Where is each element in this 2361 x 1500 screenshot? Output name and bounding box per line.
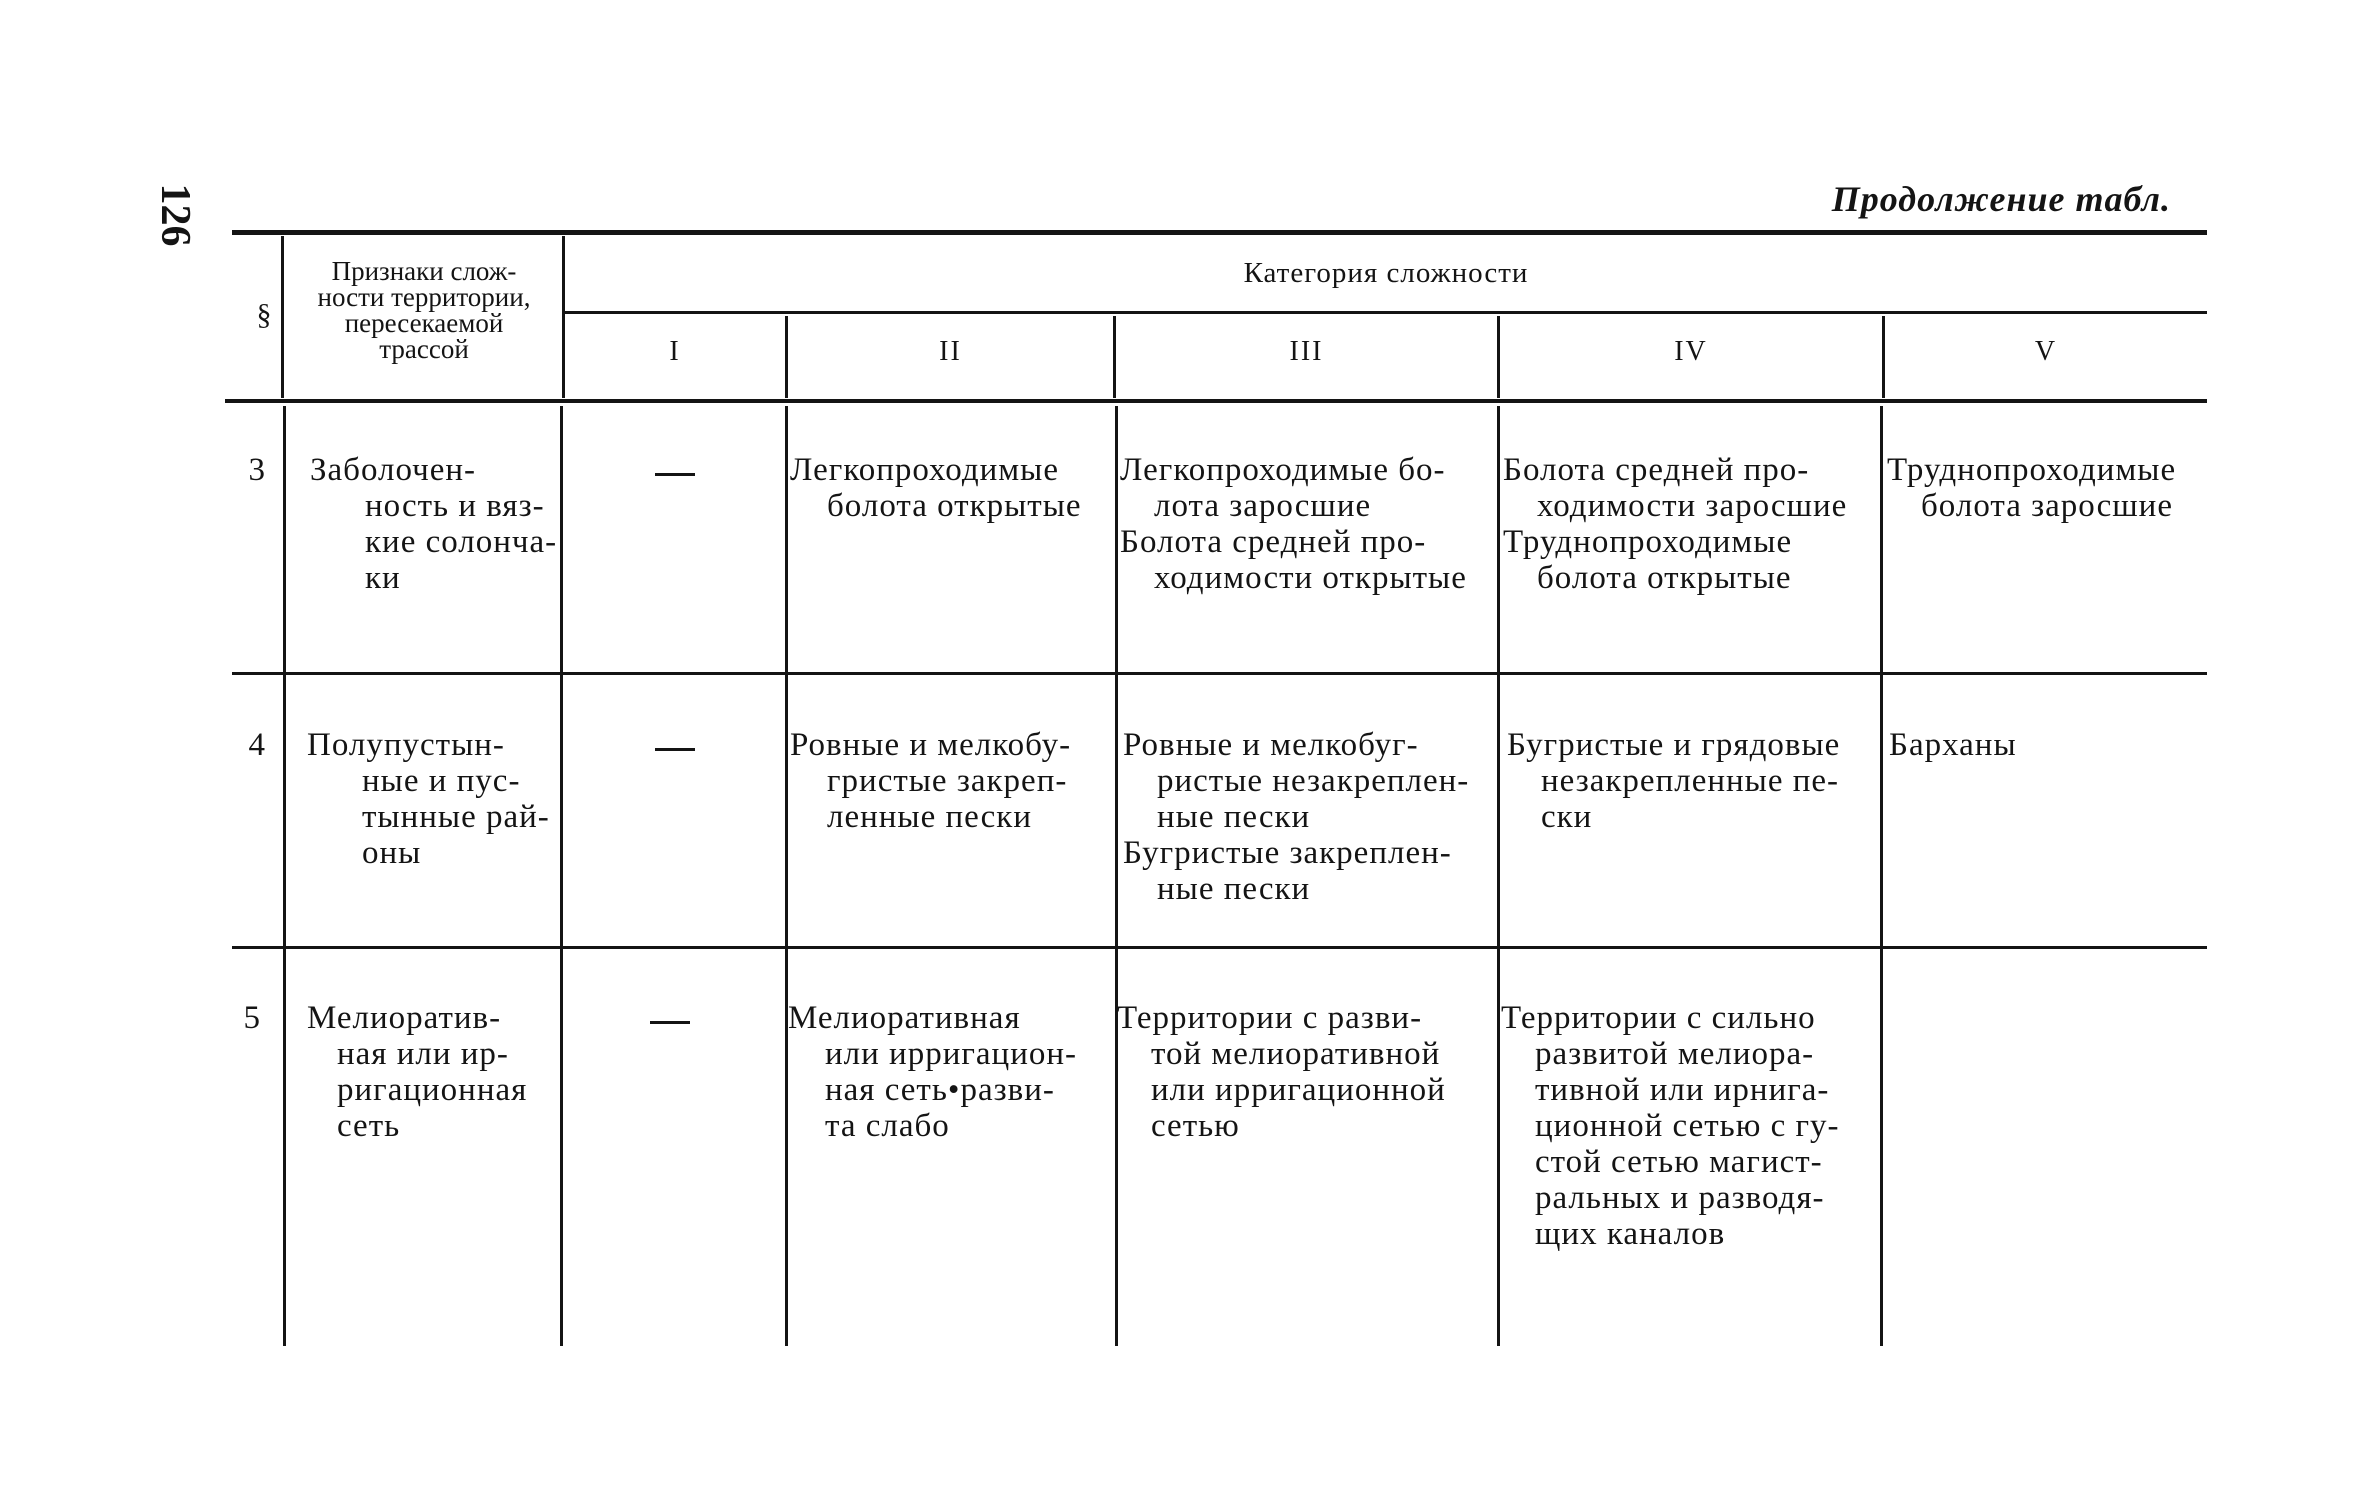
cell-line: болота открытые (827, 488, 1082, 524)
continuation-caption: Продолжение табл. (1831, 179, 2171, 219)
body-divider-4 (1880, 406, 1883, 1346)
category-ii-cell (788, 1000, 1077, 1144)
feature-header-line: пересекаемой (344, 308, 504, 338)
cell-line: ные и пус- (362, 763, 521, 799)
cell-line: ристые незакреплен- (1157, 763, 1470, 799)
body-divider-3 (1497, 406, 1500, 1346)
cell-line: ральных и разводя- (1535, 1180, 1825, 1216)
cell-line: ки (365, 560, 401, 596)
category-iii-cell (1117, 1000, 1446, 1144)
feature-cell (307, 727, 550, 871)
row-number: 4 (248, 727, 265, 763)
feature-header-line: трассой (379, 334, 469, 364)
cell-line: тивной или ирнига- (1535, 1072, 1830, 1108)
cell-line: лота заросшие (1154, 488, 1372, 524)
cell-line: Ровные и мелкобуг- (1123, 727, 1419, 763)
cell-line: Бугристые и грядовые (1507, 727, 1841, 763)
body-divider-1 (785, 406, 788, 1346)
cell-line: Территории с сильно (1501, 1000, 1816, 1036)
cell-line: болота заросшие (1921, 488, 2173, 524)
cell-line: Болота средней про- (1120, 524, 1427, 560)
col-divider-section (281, 236, 284, 398)
category-iv-cell (1507, 727, 1840, 835)
cell-line: щих каналов (1535, 1216, 1726, 1252)
cell-line: развитой мелиора- (1535, 1036, 1815, 1072)
feature-header (288, 258, 560, 362)
empty-dash (650, 1021, 690, 1024)
category-iv-cell (1501, 1000, 1840, 1252)
cell-line: ная или ир- (337, 1036, 509, 1072)
category-header-v: V (2034, 336, 2058, 367)
cell-line: Труднопроходимые (1503, 524, 1793, 560)
cell-line: или ирригационной (1151, 1072, 1446, 1108)
header-bottom-rule (225, 399, 2207, 403)
cell-line: ригационная (337, 1072, 528, 1108)
cell-line: незакрепленные пе- (1541, 763, 1840, 799)
row3-bottom-rule (232, 672, 2207, 675)
category-group-header: Категория сложности (1243, 257, 1529, 289)
empty-dash (655, 473, 695, 476)
category-group-rule (565, 311, 2207, 314)
cell-line: ная сеть•разви- (825, 1072, 1055, 1108)
cell-line: Полупустын- (307, 727, 505, 763)
category-header-i: I (669, 336, 681, 367)
body-divider-feature (560, 406, 563, 1346)
cell-line: тынные рай- (362, 799, 550, 835)
table-top-rule (232, 230, 2207, 235)
cell-line: ленные пески (827, 799, 1032, 835)
cell-line: кие солонча- (365, 524, 558, 560)
row4-bottom-rule (232, 946, 2207, 949)
category-v-cell (1887, 452, 2176, 524)
cell-line: Заболочен- (310, 452, 477, 488)
cell-line: оны (362, 835, 422, 871)
cell-line: ходимости заросшие (1537, 488, 1848, 524)
cell-line: ные пески (1157, 799, 1311, 835)
cell-line: той мелиоративной (1151, 1036, 1441, 1072)
cell-line: ные пески (1157, 871, 1311, 907)
row-number: 5 (243, 1000, 260, 1036)
category-iii-cell (1123, 727, 1469, 907)
page-number: 126 (152, 183, 198, 247)
category-iii-cell (1120, 452, 1467, 596)
cell-line: Территории с разви- (1117, 1000, 1423, 1036)
cell-line: ционной сетью с гу- (1535, 1108, 1840, 1144)
feature-header-line: Признаки слож- (331, 256, 517, 286)
cell-line: Труднопроходимые (1887, 452, 2177, 488)
body-divider-section (283, 406, 286, 1346)
category-ii-cell (790, 727, 1071, 835)
cell-line: ходимости открытые (1154, 560, 1467, 596)
feature-cell (307, 1000, 527, 1144)
cell-line: сетью (1151, 1108, 1240, 1144)
category-header-ii: II (939, 336, 962, 367)
cell-line: Болота средней про- (1503, 452, 1810, 488)
feature-cell (310, 452, 557, 596)
cell-line: та слабо (825, 1108, 950, 1144)
category-header-iii: III (1289, 336, 1324, 367)
cell-line: Легкопроходимые бо- (1120, 452, 1446, 488)
feature-header-line: ности территории, (317, 282, 531, 312)
cell-line: Мелиоративная (788, 1000, 1021, 1036)
category-v-cell (1889, 727, 2017, 763)
cell-line: Мелиоратив- (307, 1000, 502, 1036)
cell-line: сеть (337, 1108, 401, 1144)
cell-line: Бугристые закреплен- (1123, 835, 1452, 871)
row-number: 3 (248, 452, 265, 488)
body-divider-2 (1115, 406, 1118, 1346)
category-ii-cell (790, 452, 1082, 524)
cell-line: ски (1541, 799, 1593, 835)
empty-dash (655, 748, 695, 751)
cell-line: Барханы (1889, 727, 2017, 763)
cell-line: Ровные и мелкобу- (790, 727, 1072, 763)
section-header: § (256, 298, 272, 331)
cell-line: стой сетью магист- (1535, 1144, 1823, 1180)
category-iv-cell (1503, 452, 1847, 596)
category-header-iv: IV (1674, 336, 1708, 367)
cell-line: болота открытые (1537, 560, 1792, 596)
cell-line: гристые закреп- (827, 763, 1068, 799)
cell-line: ность и вяз- (365, 488, 545, 524)
cell-line: или ирригацион- (825, 1036, 1078, 1072)
cell-line: Легкопроходимые (790, 452, 1059, 488)
